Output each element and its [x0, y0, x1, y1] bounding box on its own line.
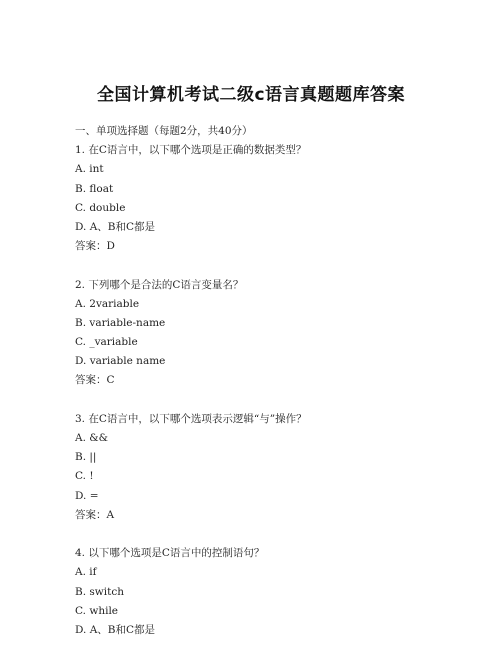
- answer-text: 答案：A: [75, 508, 115, 521]
- document-body: [75, 122, 475, 640]
- question-block: [75, 141, 475, 256]
- option-d: D. A、B和C都是: [75, 220, 156, 233]
- answer-text: 答案：D: [75, 240, 115, 253]
- question-text: 2. 下列哪个是合法的C语言变量名？: [75, 278, 244, 291]
- option-c: C. _variable: [75, 336, 138, 349]
- paragraph-spacer: [75, 391, 475, 410]
- paragraph-spacer: [75, 256, 475, 275]
- document-title: 全国计算机考试二级c语言真题题库答案: [96, 85, 406, 105]
- option-a: A. if: [75, 566, 97, 579]
- option-c: C. !: [75, 470, 94, 483]
- question-text: 1. 在C语言中，以下哪个选项是正确的数据类型？: [75, 144, 307, 157]
- option-a: A. 2variable: [75, 297, 140, 310]
- option-d: D. =: [75, 489, 99, 502]
- option-b: B. switch: [75, 585, 124, 598]
- option-c: C. while: [75, 604, 119, 617]
- answer-text: 答案：C: [75, 374, 115, 387]
- paragraph-spacer: [75, 525, 475, 544]
- option-a: A. &&: [75, 432, 108, 444]
- option-b: B. ||: [75, 451, 97, 464]
- option-b: B. variable-name: [75, 316, 166, 329]
- option-a: A. int: [75, 163, 104, 176]
- option-c: C. double: [75, 201, 126, 214]
- question-block: [75, 410, 475, 525]
- option-d: D. A、B和C都是: [75, 623, 156, 636]
- question-block: [75, 544, 475, 640]
- section-heading: 一、单项选择题（每题2分，共40分）: [75, 125, 253, 137]
- option-d: D. variable name: [75, 355, 166, 368]
- question-text: 3. 在C语言中，以下哪个选项表示逻辑“与”操作？: [75, 412, 307, 425]
- question-text: 4. 以下哪个选项是C语言中的控制语句？: [75, 547, 265, 560]
- question-block: [75, 276, 475, 391]
- option-b: B. float: [75, 182, 114, 195]
